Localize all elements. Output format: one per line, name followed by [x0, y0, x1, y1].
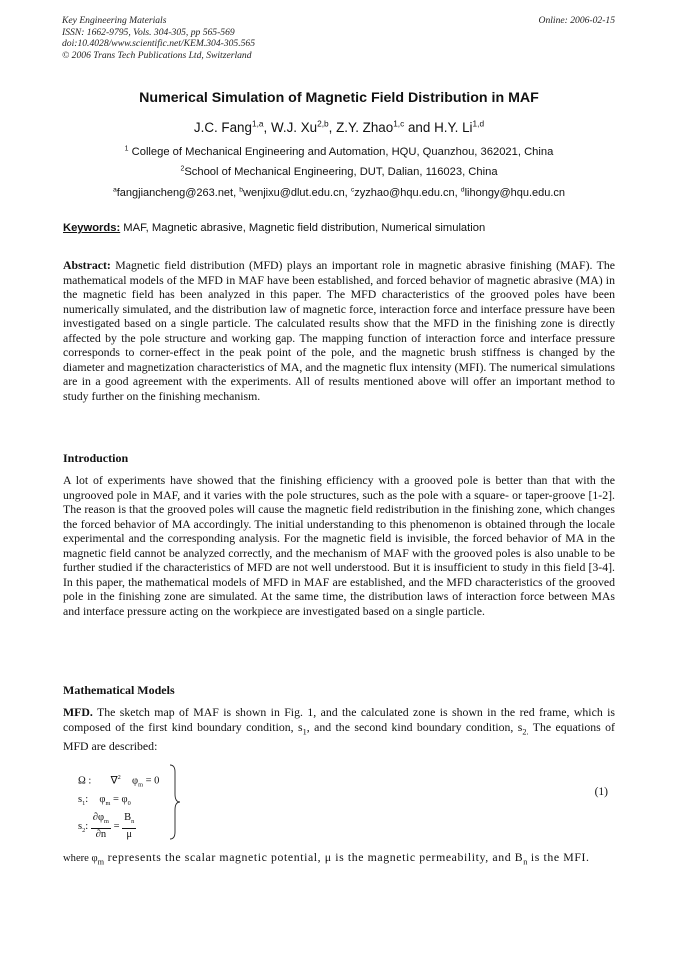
where-text: where φ [63, 853, 98, 864]
eq-denominator: ∂n [95, 829, 107, 841]
author-name: Z.Y. Zhao [336, 120, 394, 135]
where-text: represents the scalar magnetic potential, μ is the magnetic permeability, and B [104, 850, 524, 864]
eq-sub: 2 [82, 827, 86, 835]
author-and: and [404, 120, 435, 135]
mfd-paragraph [63, 705, 615, 754]
journal-name: Key Engineering Materials [62, 15, 167, 26]
email-list [0, 187, 678, 199]
eq-phi: φ [132, 775, 139, 787]
affiliation-text: College of Mechanical Engineering and Automation, HQU, Quanzhou, 362021, China [128, 146, 554, 158]
eq-rhs: = φ [110, 794, 128, 805]
abstract-label: Abstract: [63, 258, 111, 272]
right-brace-icon [168, 764, 182, 840]
email-sup: d [460, 186, 465, 194]
affiliation-text: School of Mechanical Engineering, DUT, Dalian, 116023, China [184, 166, 498, 178]
abstract-text: Magnetic field distribution (MFD) plays an important role in magnetic abrasive finishing (MAF). The mathematical models of the MFD in MAF have been established, and forced behavior of magnetic abrasive (MA) in the magnetic field has been analyzed in this paper. The MFD characteristics of the grooved poles have been numerically simulated, and the distribution law of magnetic force, interaction force and interface pressure have been investigated based on a single particle. The calculated results show that the MFD in the finishing zone is directly affected by the pole structure and working gap. The mapping function of interaction force and interface pressure corresponds to corner-effect in the peak point of the pole, and the magnetic brush stiffness is changed by the diameter and magnetization characteristics of MA, and the magnetic flux intensity (MFI). The numerical simulations are in a good agreement with the experiments. All of results mentioned above will offer an important method to study further on the finishing mechanism. [63, 258, 615, 403]
author-sup: 1,c [393, 118, 405, 129]
paper-title: Numerical Simulation of Magnetic Field Distribution in MAF [139, 90, 539, 106]
affiliation-2 [0, 166, 678, 178]
introduction-paragraph: A lot of experiments have showed that the finishing efficiency with a grooved pole is better than that with the ungrooved pole in MAF, and it varies with the pole structures, such as the pole with a square- or taper-groove [1-2]. The reason is that the grooved poles will cause the magnetic field redistribution in the finishing zone, which changes the forced behavior of MA accordingly. The initial understanding to this phenomenon is obtained through the locale experimental and the corresponding analysis. For the magnetic field is invisible, the forced behavior of MA in the magnetic field cannot be analyzed correctly, and the mechanism of MAF with the grooved poles is also unable to be further studied if the characteristics of MFD are not well understood. But it is insufficient to study in this field [3-4]. In this paper, the mathematical models of MFD in MAF are established, and the MFD characteristics of the grooved pole in the finishing zone are simulated. At the same time, the distribution laws of interaction force between MAs and interface pressure acting on the workpiece are investigated based on a single particle. [63, 473, 615, 618]
affiliation-sup: 1 [124, 145, 129, 153]
email-sup: c [350, 186, 355, 194]
author-sup: 1,d [472, 118, 485, 129]
author-name: J.C. Fang [193, 120, 252, 135]
mfd-label: MFD. [63, 705, 93, 719]
eq-denominator: μ [126, 829, 133, 841]
keywords-text: MAF, Magnetic abrasive, Magnetic field distribution, Numerical simulation [120, 222, 486, 234]
equation-row [78, 812, 136, 841]
copyright-line: © 2006 Trans Tech Publications Ltd, Switzerland [62, 49, 252, 61]
author-name: H.Y. Li [434, 120, 473, 135]
mfd-text: The sketch map of MAF is shown in Fig. 1, and the calculated zone is shown in the red frame, which is composed of the first kind boundary condition, s [63, 705, 615, 734]
eq-sub: 0 [127, 800, 131, 808]
eq-colon: : [85, 794, 89, 805]
affiliation-sup: 2 [180, 165, 185, 173]
eq-phi: φ [99, 794, 106, 805]
eq-laplacian: ∇ [110, 775, 118, 787]
section-heading-introduction: Introduction [63, 451, 129, 465]
author-separator: , [263, 120, 271, 135]
eq-sup: 2 [117, 774, 121, 781]
equation-row [78, 794, 131, 807]
eq-sub: 1 [82, 800, 86, 808]
keywords-label: Keywords: [63, 222, 121, 234]
eq-fraction [122, 812, 136, 841]
where-subscript: n [523, 857, 528, 867]
eq-sub: m [138, 781, 144, 789]
eq-sub: m [105, 800, 111, 808]
author-sup: 1,a [251, 118, 264, 129]
eq-sub: n [131, 818, 135, 826]
eq-fraction [91, 812, 111, 841]
eq-numerator: ∂φ [92, 812, 105, 823]
mfd-subscript: 2. [522, 726, 529, 736]
where-subscript: m [97, 857, 105, 867]
section-heading-mathematical-models: Mathematical Models [63, 683, 175, 697]
where-text: is the MFI. [527, 850, 590, 864]
eq-domain: Ω : [78, 775, 92, 787]
email-link: lihongy@hqu.edu.cn [464, 187, 566, 199]
author-name: W.J. Xu [270, 120, 318, 135]
eq-numerator: B [124, 812, 132, 823]
abstract [63, 258, 615, 403]
author-separator: , [328, 120, 337, 135]
mfd-text: , and the second kind boundary condition, s [306, 719, 523, 734]
email-sup: b [239, 186, 244, 194]
email-link: fangjiancheng@263.net, [116, 187, 240, 199]
eq-colon: : [85, 820, 89, 832]
eq-boundary: s [78, 820, 83, 832]
eq-rhs: = 0 [143, 775, 160, 787]
doi-line: doi:10.4028/www.scientific.net/KEM.304-305.565 [62, 38, 256, 50]
equation-number: (1) [594, 786, 608, 798]
where-paragraph [63, 850, 615, 870]
mfd-subscript: 1 [302, 726, 307, 736]
online-date: Online: 2006-02-15 [538, 15, 615, 26]
issn-line: ISSN: 1662-9795, Vols. 304-305, pp 565-569 [62, 26, 235, 38]
email-link: zyzhao@hqu.edu.cn, [354, 187, 461, 199]
email-sup: a [112, 186, 117, 194]
equation-row [78, 774, 159, 789]
keywords [63, 222, 615, 234]
author-list [0, 120, 678, 135]
email-link: wenjixu@dlut.edu.cn, [243, 187, 351, 199]
mfd-text: The equations of MFD are described: [63, 719, 615, 754]
eq-boundary: s [78, 794, 83, 805]
eq-equals: = [110, 820, 123, 832]
journal-header [62, 15, 255, 61]
equation-1 [78, 762, 188, 842]
author-sup: 2,b [317, 118, 329, 129]
affiliation-1 [0, 146, 678, 158]
eq-sub: m [104, 818, 109, 826]
